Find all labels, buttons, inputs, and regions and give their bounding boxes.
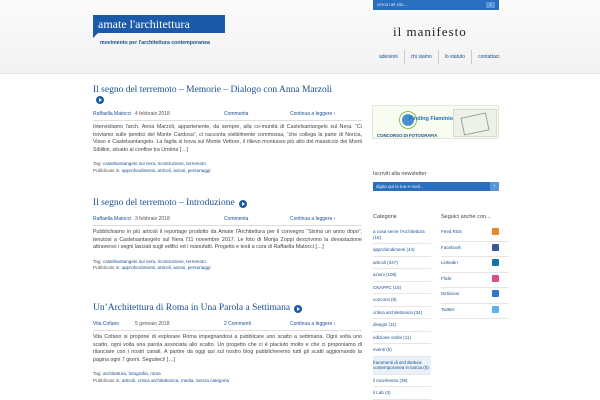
- newsletter-label: Iscriviti alla newsletter: [373, 171, 427, 177]
- post-date: 4 febbraio 2018: [135, 111, 170, 117]
- logo-tail: [93, 33, 98, 38]
- category-item[interactable]: articoli (347): [373, 257, 431, 270]
- nav-item-contattaci[interactable]: contattaci: [471, 50, 505, 64]
- play-icon[interactable]: [96, 96, 104, 104]
- post-excerpt: Vita Cofano si propone di esplorare Roma impegnandosi a pubblicare uno scatto a settimana. Ogni volta uno scatto, ogni volta una parola associata allo scatto. Un progetto che ci è piaciuto molto e che ci proponiamo di rilanciare con i nostri canali. A partire da oggi qui sul nostro blog pubblicheremo tutti gli scatti aggiornando la pagina ogni 7 giorni. Seguiteci! […]: [93, 334, 362, 363]
- site-name: il manifesto: [393, 24, 467, 39]
- post-excerpt: Intervistiamo l'arch. Anna Marzoli, appartenente, da sempre, alla co-munità di Castelsantangelo sul Nera. “Ci troviamo sulle pendici del Monte Cardosa”, ci racconta visibilmente commossa, “che collega la parte di Norcia, Visso e Castelsantangelo. La faglia si trova sul Monte Vettore, il rilievo montuoso più alto del massiccio dei Monti Sibillini, situato al confine tra Umbria […]: [93, 124, 362, 153]
- category-item[interactable]: a cosa serve l'Architettura (16): [373, 226, 431, 244]
- banner-subtitle: CONCORSO DI FOTOGRAFIA: [377, 133, 438, 138]
- post-tags: [93, 371, 362, 384]
- twitter-icon: [492, 306, 499, 313]
- divider: [93, 330, 362, 331]
- post-comments-link[interactable]: Commenta: [224, 216, 249, 222]
- category-links[interactable]: approfondimenti, articoli, azioni, personaggi: [121, 167, 211, 173]
- play-icon[interactable]: [239, 200, 247, 208]
- post-title-row: [93, 302, 362, 314]
- post-title[interactable]: Un’Architettura di Roma in Una Parola a Settimana: [93, 303, 291, 313]
- follow-label: Twitter: [441, 306, 455, 312]
- tag-links[interactable]: castelsantangelo sul nera, ricostruzione, terremoto: [102, 258, 206, 264]
- read-more-link[interactable]: Continua a leggere ›: [290, 216, 336, 222]
- nav-item-adesioni[interactable]: adesioni: [379, 54, 398, 60]
- category-item[interactable]: disegni (11): [373, 319, 431, 332]
- post: [93, 84, 362, 174]
- category-item[interactable]: concorsi (9): [373, 294, 431, 307]
- post-meta: [93, 321, 362, 329]
- category-item[interactable]: critica architettonica (34): [373, 307, 431, 320]
- site-tagline: movimento per l'architettura contemporanea: [100, 40, 210, 46]
- newsletter-submit-button[interactable]: ›: [490, 182, 499, 191]
- facebook-icon: [492, 244, 499, 251]
- rss-icon: [492, 228, 499, 235]
- category-links[interactable]: articoli, critica architettonica, media, Senza categoria: [121, 377, 230, 383]
- contest-banner[interactable]: [372, 105, 499, 139]
- post-title[interactable]: Il segno del terremoto – Introduzione: [93, 198, 235, 208]
- category-item[interactable]: approfondimenti (44): [373, 244, 431, 257]
- top-nav: [373, 50, 513, 64]
- divider: [93, 225, 362, 226]
- post-comments-link[interactable]: 2 Commenti: [224, 321, 251, 327]
- post-date: 5 gennaio 2018: [135, 321, 170, 327]
- tags-label: Tag:: [93, 371, 102, 376]
- follow-item-delicious[interactable]: [441, 288, 509, 304]
- search-button[interactable]: ›: [486, 2, 495, 8]
- categories-list: [373, 226, 431, 400]
- banner-map-image: [453, 109, 497, 137]
- follow-item-twitter[interactable]: [441, 304, 509, 320]
- tags-label: Tag:: [93, 161, 102, 166]
- follow-label: Linkedin: [441, 260, 458, 265]
- linkedin-icon: [492, 259, 499, 266]
- published-label: Pubblicato in:: [93, 377, 121, 383]
- post-date: 3 febbraio 2018: [135, 216, 170, 222]
- post-comments-link[interactable]: Commenta: [224, 111, 249, 117]
- category-links[interactable]: approfondimenti, articoli, azioni, personaggi: [121, 265, 211, 270]
- follow-label: Flickr: [441, 275, 452, 281]
- categories-title: Categorie: [373, 214, 397, 220]
- post-title-row: [93, 197, 362, 209]
- tags-label: Tag:: [93, 258, 102, 264]
- category-item[interactable]: frammenti di architettura contemporanea in tuscia (5): [373, 357, 431, 375]
- post-excerpt: Pubblichiamo in più articoli il reportage prodotto da Amate l'Architettura per il convegno “Sisma un anno dopo”, tenutosi a Castelsantangelo sul Nera l'11 novembre 2017. Le foto di Monja Zoppi descrivono la devastazione attraverso i segni lasciati sugli edifici ed i manufatti. Progetto e testi a cura di Raffaella Matocci […]: [93, 229, 362, 250]
- follow-label: Feed RSS: [441, 229, 462, 234]
- delicious-icon: [492, 290, 499, 297]
- tag-links[interactable]: castelsantangelo sul nera, ricostruzione, terremoto: [102, 161, 206, 166]
- published-label: Pubblicato in:: [93, 265, 121, 270]
- category-item[interactable]: CNAPPC (15): [373, 282, 431, 295]
- tag-links[interactable]: architettura, fotografia, roma: [102, 371, 161, 376]
- post: [93, 302, 362, 384]
- search-input[interactable]: cerca nel sito...: [373, 0, 499, 10]
- post-meta: [93, 216, 362, 224]
- category-item[interactable]: il Lab (3): [373, 387, 431, 400]
- site-logo[interactable]: amate l'architettura: [93, 15, 225, 33]
- site-header: [0, 0, 600, 74]
- post-title[interactable]: Il segno del terremoto – Memorie – Dialogo con Anna Marzoli: [93, 85, 333, 95]
- follow-item-rss[interactable]: [441, 226, 509, 242]
- category-item[interactable]: edizione ordini (11): [373, 332, 431, 345]
- newsletter-email-input[interactable]: digita qui la tua e-mail...: [373, 182, 490, 191]
- follow-label: Delicious: [441, 291, 460, 296]
- banner-title: Finding Flaminio: [409, 116, 453, 122]
- published-label: Pubblicato in:: [93, 167, 121, 173]
- read-more-link[interactable]: Continua a leggere ›: [290, 111, 336, 117]
- post-author[interactable]: Raffaella Matocci: [93, 111, 132, 117]
- post-author[interactable]: Vita Cofano: [93, 321, 120, 327]
- follow-list: [441, 226, 509, 319]
- category-item[interactable]: azioni (108): [373, 269, 431, 282]
- post-meta: [93, 111, 362, 119]
- post-title-row: [93, 84, 362, 104]
- play-icon[interactable]: [294, 305, 302, 313]
- divider: [93, 120, 362, 121]
- post: [93, 197, 362, 272]
- follow-label: Facebook: [441, 244, 461, 250]
- post-author[interactable]: Raffaella Matocci: [93, 216, 132, 222]
- post-tags: [93, 259, 362, 272]
- follow-item-facebook[interactable]: [441, 242, 509, 258]
- post-tags: [93, 161, 362, 174]
- category-item[interactable]: il movimento (39): [373, 375, 431, 388]
- follow-item-linkedin[interactable]: [441, 257, 509, 273]
- category-item[interactable]: eventi (5): [373, 344, 431, 357]
- nav-item-chi-siamo[interactable]: chi siamo: [404, 50, 438, 64]
- nav-item-statuto[interactable]: lo statuto: [438, 50, 471, 64]
- read-more-link[interactable]: Continua a leggere ›: [290, 321, 336, 327]
- follow-title: Seguici anche con...: [441, 214, 491, 220]
- flickr-icon: [492, 275, 499, 282]
- follow-item-flickr[interactable]: [441, 273, 509, 289]
